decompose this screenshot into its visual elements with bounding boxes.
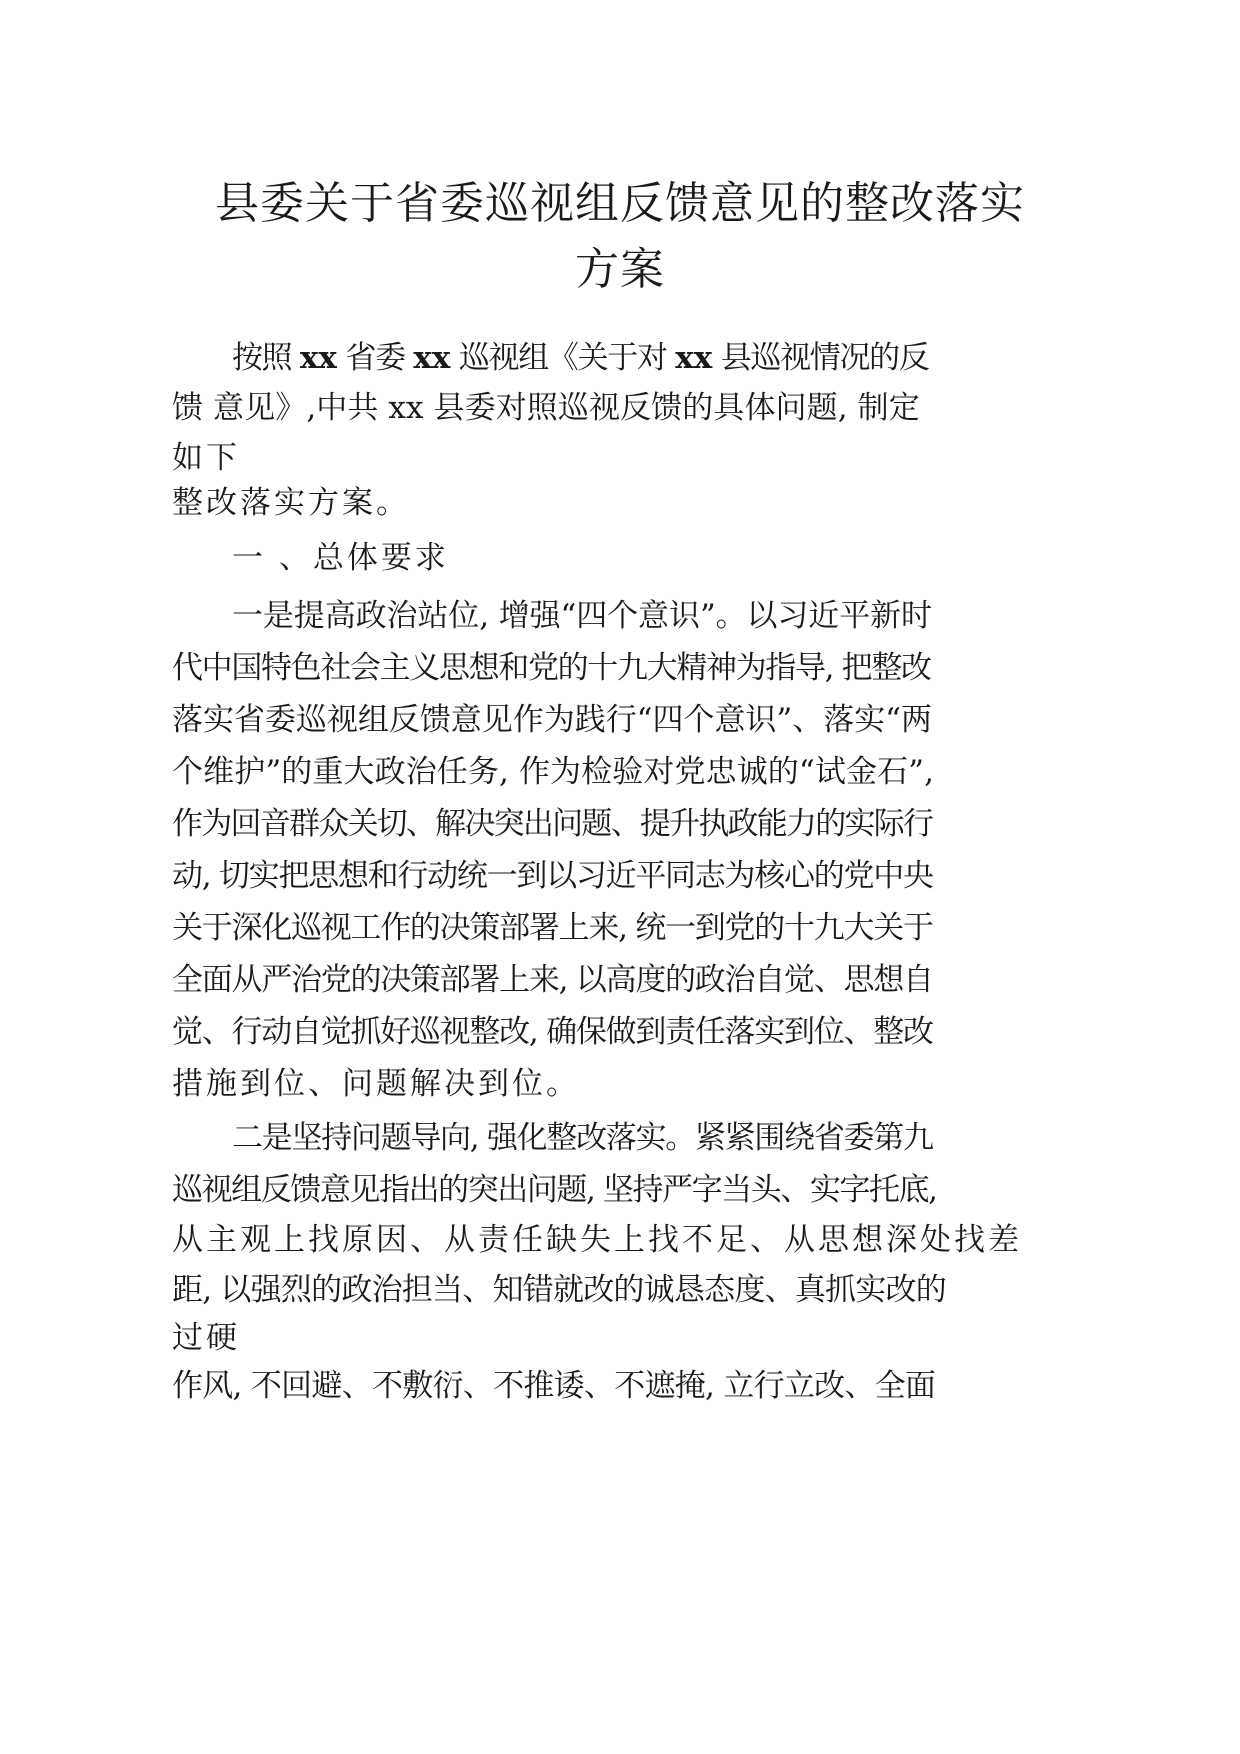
document-title-line-1: 县委关于省委巡视组反馈意见的整改落实 [215, 178, 1025, 229]
text-span: 关于深化巡视工作的决策部署上来, 统一到党的十九大关于 [172, 910, 933, 946]
body-text-line [172, 962, 933, 998]
text-span: 距, 以强烈的政治担当、知错就改的诚恳态度、真抓实改的 [172, 1272, 946, 1308]
body-text-line [172, 1368, 936, 1404]
text-span: 落实省委巡视组反馈意见作为践行“四个意识”、落实“两 [172, 702, 932, 738]
body-text-line [232, 598, 932, 634]
text-span: 个维护”的重大政治任务, 作为检验对党忠诚的“试金石”, [172, 754, 935, 790]
body-text-line [172, 440, 240, 476]
body-text-line [172, 1066, 580, 1102]
text-span: 作风, 不回避、不敷衍、不推诿、不遮掩, 立行立改、全面 [172, 1368, 936, 1404]
body-text-line [232, 340, 929, 376]
body-text-line [172, 650, 931, 686]
body-text-line [172, 1272, 946, 1308]
text-span: 巡视组反馈意见指出的突出问题, 坚持严字当头、实字托底, [172, 1172, 937, 1208]
text-span: 按照 [232, 340, 300, 376]
body-text-line [172, 806, 933, 842]
text-span: 代中国特色社会主义思想和党的十九大精神为指导, 把整改 [172, 650, 931, 686]
text-span: 馈 意见》,中共 xx 县委对照巡视反馈的具体问题, 制定 [172, 390, 920, 426]
bold-text-span: xx [675, 340, 713, 376]
text-span: 整改落实方案。 [172, 485, 410, 521]
body-text-line [172, 858, 933, 894]
text-span: 二是坚持问题导向, 强化整改落实。紧紧围绕省委第九 [232, 1120, 933, 1156]
body-text-line [172, 1222, 1022, 1258]
text-span: 如下 [172, 440, 240, 476]
body-text-line [172, 390, 920, 426]
text-span: 省委 [336, 340, 414, 376]
document-title-line-2: 方案 [575, 244, 665, 295]
body-text-line [172, 1320, 240, 1356]
text-span: 觉、行动自觉抓好巡视整改, 确保做到责任落实到位、整改 [172, 1014, 933, 1050]
body-text-line [232, 1120, 933, 1156]
text-span: 一是提高政治站位, 增强“四个意识”。以习近平新时 [232, 598, 932, 634]
text-span: 作为回音群众关切、解决突出问题、提升执政能力的实际行 [172, 806, 933, 842]
text-span: 一 、总体要求 [232, 540, 449, 576]
body-text-line [172, 910, 933, 946]
text-span: 过硬 [172, 1320, 240, 1356]
text-span: 巡视组《关于对 [450, 340, 676, 376]
body-text-line [172, 1172, 937, 1208]
bold-text-span: xx [299, 340, 337, 376]
body-text-line [172, 1014, 933, 1050]
text-span: 措施到位、问题解决到位。 [172, 1066, 580, 1102]
body-text-line [172, 754, 935, 790]
text-span: 动, 切实把思想和行动统一到以习近平同志为核心的党中央 [172, 858, 933, 894]
text-span: 从主观上找原因、从责任缺失上找不足、从思想深处找差 [172, 1222, 1022, 1258]
body-text-line [172, 485, 410, 521]
bold-text-span: xx [413, 340, 451, 376]
text-span: 全面从严治党的决策部署上来, 以高度的政治自觉、思想自 [172, 962, 933, 998]
text-span: 县巡视情况的反 [712, 340, 929, 376]
body-text-line [232, 540, 449, 576]
body-text-line [172, 702, 932, 738]
